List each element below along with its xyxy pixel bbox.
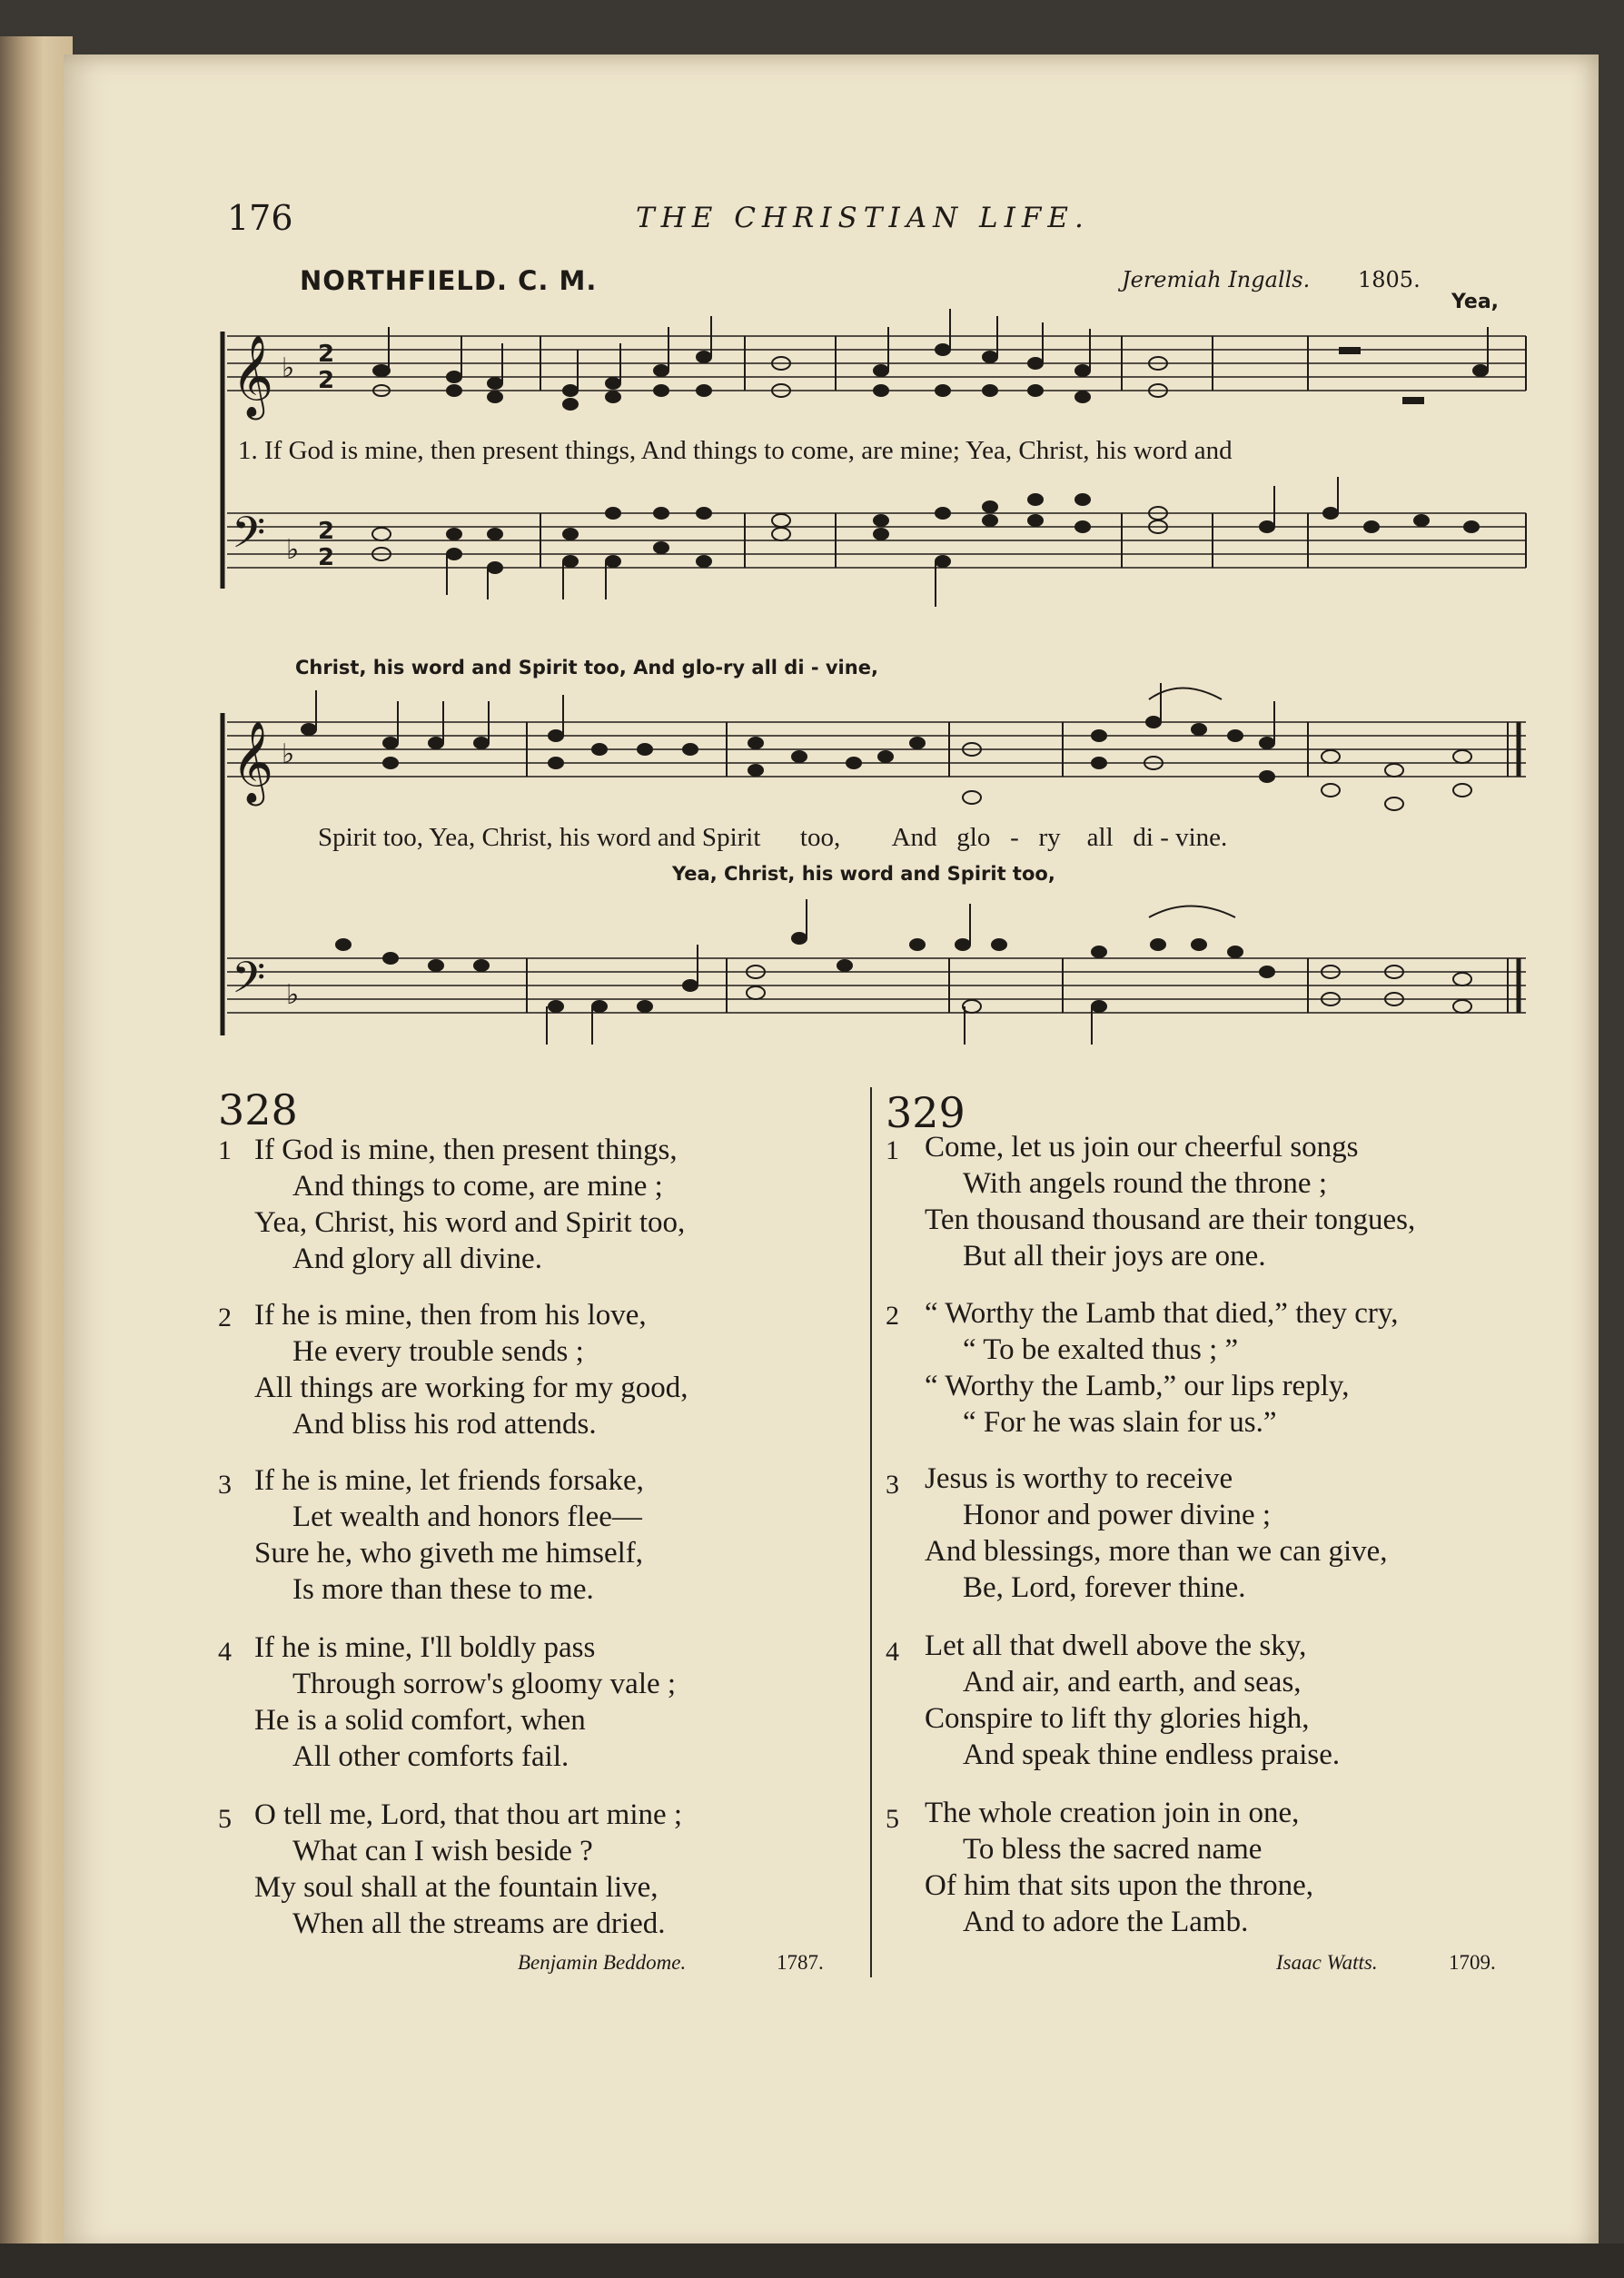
- verse-line: Be, Lord, forever thine.: [963, 1571, 1246, 1604]
- verse-line: He every trouble sends ;: [292, 1335, 584, 1368]
- svg-text:2: 2: [318, 341, 335, 368]
- verse-line: Ten thousand thousand are their tongues,: [925, 1203, 1416, 1236]
- verse-line: “ Worthy the Lamb that died,” they cry,: [925, 1297, 1399, 1330]
- hymn-number-328: 328: [218, 1085, 298, 1134]
- tune-composer: Jeremiah Ingalls.: [1122, 267, 1311, 292]
- svg-text:♭: ♭: [286, 979, 300, 1011]
- verse-line: And to adore the Lamb.: [963, 1906, 1249, 1938]
- verse-line: “ To be exalted thus ; ”: [963, 1333, 1239, 1366]
- verse-number: 5: [218, 1804, 232, 1834]
- verse-line: And bliss his rod attends.: [292, 1408, 597, 1441]
- verse-line: Sure he, who giveth me himself,: [254, 1537, 644, 1570]
- staff-treble-1: [227, 336, 1526, 391]
- svg-text:♭: ♭: [282, 352, 295, 384]
- page-number: 176: [227, 198, 293, 238]
- verse-number: 3: [886, 1470, 899, 1500]
- verse-number: 4: [886, 1637, 899, 1667]
- verse-line: When all the streams are dried.: [292, 1907, 666, 1940]
- svg-text:𝄞: 𝄞: [232, 335, 274, 417]
- verse-line: And things to come, are mine ;: [292, 1170, 663, 1203]
- verse-line: Of him that sits upon the throne,: [925, 1869, 1314, 1902]
- verse-line: All other comforts fail.: [292, 1740, 569, 1773]
- verse-line: If he is mine, then from his love,: [254, 1299, 647, 1332]
- verse-line: Come, let us join our cheerful songs: [925, 1131, 1359, 1164]
- verse-line: “ Worthy the Lamb,” our lips reply,: [925, 1370, 1350, 1402]
- hymn-author: Benjamin Beddome.: [518, 1951, 687, 1974]
- verse-line: Through sorrow's gloomy vale ;: [292, 1668, 677, 1700]
- lyric-line-2-upper: Christ, his word and Spirit too, And glo-ry all di - vine,: [295, 657, 878, 678]
- verse-number: 4: [218, 1637, 232, 1667]
- verse-line: The whole creation join in one,: [925, 1797, 1300, 1829]
- verse-line: And glory all divine.: [292, 1243, 542, 1275]
- staff-treble-2: [227, 722, 1526, 777]
- verse-line: Jesus is worthy to receive: [925, 1462, 1233, 1495]
- verse-line: And speak thine endless praise.: [963, 1738, 1341, 1771]
- hymn-year: 1709.: [1449, 1951, 1496, 1974]
- verse-line: Honor and power divine ;: [963, 1499, 1272, 1531]
- verse-line: All things are working for my good,: [254, 1372, 688, 1404]
- svg-text:𝄞: 𝄞: [232, 721, 274, 803]
- tune-name: NORTHFIELD. C. M.: [300, 265, 598, 296]
- svg-text:2: 2: [318, 544, 335, 571]
- verse-line: But all their joys are one.: [963, 1240, 1266, 1273]
- verse-line: If he is mine, I'll boldly pass: [254, 1631, 596, 1664]
- verse-line: “ For he was slain for us.”: [963, 1406, 1277, 1439]
- verse-line: He is a solid comfort, when: [254, 1704, 586, 1737]
- verse-line: O tell me, Lord, that thou art mine ;: [254, 1798, 683, 1831]
- book-cover-bottom: [0, 2243, 1624, 2278]
- verse-number: 2: [886, 1301, 899, 1331]
- column-divider: [870, 1087, 872, 1977]
- lyric-line-2-lower: Yea, Christ, his word and Spirit too,: [672, 863, 1055, 885]
- verse-number: 1: [218, 1135, 232, 1165]
- lyric-line-2: Spirit too, Yea, Christ, his word and Spirit too, And glo - ry all di - vine.: [318, 823, 1228, 852]
- hymn-number-329: 329: [886, 1088, 965, 1137]
- verse-line: Yea, Christ, his word and Spirit too,: [254, 1206, 686, 1239]
- verse-line: Conspire to lift thy glories high,: [925, 1702, 1310, 1735]
- verse-line: And air, and earth, and seas,: [963, 1666, 1302, 1699]
- verse-line: To bless the sacred name: [963, 1833, 1263, 1866]
- verse-number: 2: [218, 1302, 232, 1332]
- running-title: THE CHRISTIAN LIFE.: [636, 202, 1090, 234]
- verse-line: If God is mine, then present things,: [254, 1134, 678, 1166]
- music-score: [0, 0, 1624, 1072]
- svg-text:♭: ♭: [282, 738, 295, 770]
- verse-line: Let wealth and honors flee—: [292, 1501, 642, 1533]
- verse-line: My soul shall at the fountain live,: [254, 1871, 659, 1904]
- verse-number: 5: [886, 1804, 899, 1834]
- verse-line: And blessings, more than we can give,: [925, 1535, 1388, 1568]
- verse-number: 3: [218, 1470, 232, 1500]
- verse-number: 1: [886, 1135, 899, 1165]
- verse-line: What can I wish beside ?: [292, 1835, 593, 1867]
- verse-line: If he is mine, let friends forsake,: [254, 1464, 644, 1497]
- tune-yea-label: Yea,: [1451, 291, 1500, 313]
- hymn-author: Isaac Watts.: [1276, 1951, 1378, 1974]
- verse-line: Let all that dwell above the sky,: [925, 1629, 1307, 1662]
- lyric-line-1: 1. If God is mine, then present things, And things to come, are mine; Yea, Christ, his word and: [238, 436, 1233, 465]
- svg-text:2: 2: [318, 518, 335, 545]
- svg-text:𝄢: 𝄢: [232, 952, 266, 1014]
- hymn-year: 1787.: [777, 1951, 824, 1974]
- svg-text:𝄢: 𝄢: [232, 507, 266, 569]
- svg-text:2: 2: [318, 367, 335, 394]
- verse-line: With angels round the throne ;: [963, 1167, 1327, 1200]
- svg-text:♭: ♭: [286, 534, 300, 566]
- tune-year: 1805.: [1358, 267, 1421, 292]
- verse-line: Is more than these to me.: [292, 1573, 594, 1606]
